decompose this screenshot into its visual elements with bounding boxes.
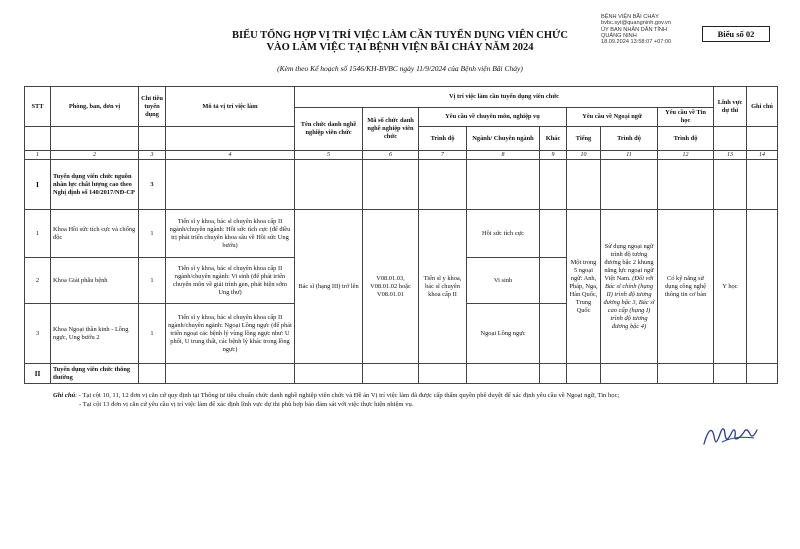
- shared-degree: Tiến sĩ y khoa, bác sĩ chuyên khoa cấp II: [419, 210, 467, 364]
- shared-code: V08.01.03, V08.01.02 hoặc V08.01.01: [363, 210, 419, 364]
- header-stt: STT: [25, 87, 51, 127]
- shared-field: Y học: [714, 210, 747, 364]
- handwritten-signature: [700, 420, 760, 456]
- header-department: Phòng, ban, đơn vị: [51, 87, 139, 127]
- header-quota: Chỉ tiêu tuyển dụng: [139, 87, 166, 127]
- notes: [53, 392, 619, 409]
- section-II-label: Tuyển dụng viên chức thông thường: [51, 364, 139, 384]
- title-line-1: BIỂU TỔNG HỢP VỊ TRÍ VIỆC LÀM CẦN TUYỂN DỤNG VIÊN CHỨC: [232, 30, 568, 41]
- section-I-count: 3: [139, 160, 166, 210]
- header-language-level: Trình độ: [601, 127, 658, 151]
- header-position-group-cell: Vị trí việc làm cần tuyển dụng viên chức: [295, 87, 714, 108]
- header-major: Ngành/ Chuyên ngành: [467, 127, 540, 151]
- header-other: Khác: [540, 127, 567, 151]
- header-it-level: Trình độ: [658, 127, 714, 151]
- header-degree: Trình độ: [419, 127, 467, 151]
- notes-line-1: : - Tại cột 10, 11, 12 đơn vị căn cứ quy định tại Thông tư tiêu chuẩn chức danh nghề nghiệp viên chức và Đề án Vị trí việc làm đã được cấp thẩm quyền phê duyệt để xác định yêu cầu về Ngoại ngữ, Tin học;: [75, 392, 620, 399]
- header-expertise-group: Yêu cầu về chuyên môn, nghiệp vụ: [419, 108, 567, 127]
- form-number-badge: Biểu số 02: [702, 26, 770, 42]
- shared-language: Một trong 5 ngoại ngữ: Anh, Pháp, Nga, Hàn Quốc, Trung Quốc: [567, 210, 601, 364]
- shared-it-level: Có kỹ năng sử dụng công nghệ thông tin cơ bản: [658, 210, 714, 364]
- header-field: Lĩnh vực dự thi: [714, 87, 747, 127]
- document-subtitle: (Kèm theo Kế hoạch số 1546/KH-BVBC ngày 11/9/2024 của Bệnh viện Bãi Cháy): [277, 64, 523, 73]
- column-number-row: 1 2 3 4 5 6 7 8 9 10 11 12 13 14: [25, 151, 778, 160]
- table-row: 3 Khoa Ngoại thần kinh - Lồng ngực, Ung bướu 2 1 Tiến sĩ y khoa, bác sĩ chuyên khoa cấp II ngành/chuyên ngành: Ngoại Lồng ngực (để phát triển ngoại các bệnh lý vùng lồng ngực như: U phổi, U trung thất, các bệnh lý khác trong lồng ngực) Ngoại Lồng ngực: [25, 304, 778, 364]
- shared-title: Bác sĩ (hạng III) trở lên: [295, 210, 363, 364]
- header-code: Mã số chức danh nghề nghiệp viên chức: [363, 108, 419, 151]
- section-row-II: II Tuyển dụng viên chức thông thường: [25, 364, 778, 384]
- document-title: [0, 30, 800, 54]
- header-language: Tiếng: [567, 127, 601, 151]
- table-row: 1 Khoa Hồi sức tích cực và chống độc 1 Tiến sĩ y khoa, bác sĩ chuyên khoa cấp II ngành/chuyên ngành: Hồi sức tích cực (để điều trị phát triển chuyên khoa sâu về Hồi sức Ung bướu) Bác sĩ (hạng III) trở lên V08.01.03, V08.01.02 hoặc V08.01.01 Tiến sĩ y khoa, bác sĩ chuyên khoa cấp II Hồi sức tích cực Một trong 5 ngoại ngữ: Anh, Pháp, Nga, Hàn Quốc, Trung Quốc Sử dụng ngoại ngữ trình độ tương đương bậc 2 khung năng lực ngoại ngữ Việt Nam. (Đối với Bác sĩ chính (hạng II) trình độ tương đương bậc 3, Bác sĩ cao cấp (hạng I) trình độ tương đương bậc 4) Có kỹ năng sử dụng công nghệ thông tin cơ bản Y học: [25, 210, 778, 258]
- digital-signature-stamp: BỆNH VIỆN BÃI CHÁY bvbc.syt@quangninh.gov.vn ỦY BAN NHÂN DÂN TỈNH QUẢNG NINH 18.09.2024 13:58:07 +07:00: [601, 14, 672, 46]
- header-it-group: Yêu cầu về Tin học: [658, 108, 714, 127]
- notes-line-2: - Tại cột 13 đơn vị căn cứ yêu cầu vị trí việc làm để xác định lĩnh vực dự thi phù hợp bảo đảm sát với việc thực hiện nhiệm vụ.: [79, 400, 414, 408]
- table-row: 2 Khoa Giải phẫu bệnh 1 Tiến sĩ y khoa, bác sĩ chuyên khoa cấp II ngành/chuyên ngành: Vi sinh (để phát triển chuyên môn về giải trình gen, phát hiện sớm Ung thư) Vi sinh: [25, 258, 778, 304]
- title-line-2: VÀO LÀM VIỆC TẠI BỆNH VIỆN BÃI CHÁY NĂM 2024: [266, 42, 534, 53]
- header-title: Tên chức danh nghề nghiệp viên chức: [295, 108, 363, 151]
- shared-language-level: Sử dụng ngoại ngữ trình độ tương đương bậc 2 khung năng lực ngoại ngữ Việt Nam. (Đối với Bác sĩ chính (hạng II) trình độ tương đương bậc 3, Bác sĩ cao cấp (hạng I) trình độ tương đương bậc 4): [601, 210, 658, 364]
- header-language-group: Yêu cầu về Ngoại ngữ: [567, 108, 658, 127]
- recruitment-table: [24, 86, 778, 384]
- notes-label: Ghi chú: [53, 392, 76, 399]
- section-I-label: Tuyển dụng viên chức nguồn nhân lực chất lượng cao theo Nghị định số 140/2017/NĐ-CP: [51, 160, 139, 210]
- header-notes: Ghi chú: [747, 87, 778, 127]
- header-description: Mô tả vị trí việc làm: [166, 87, 295, 127]
- section-row-I: I Tuyển dụng viên chức nguồn nhân lực chất lượng cao theo Nghị định số 140/2017/NĐ-CP 3: [25, 160, 778, 210]
